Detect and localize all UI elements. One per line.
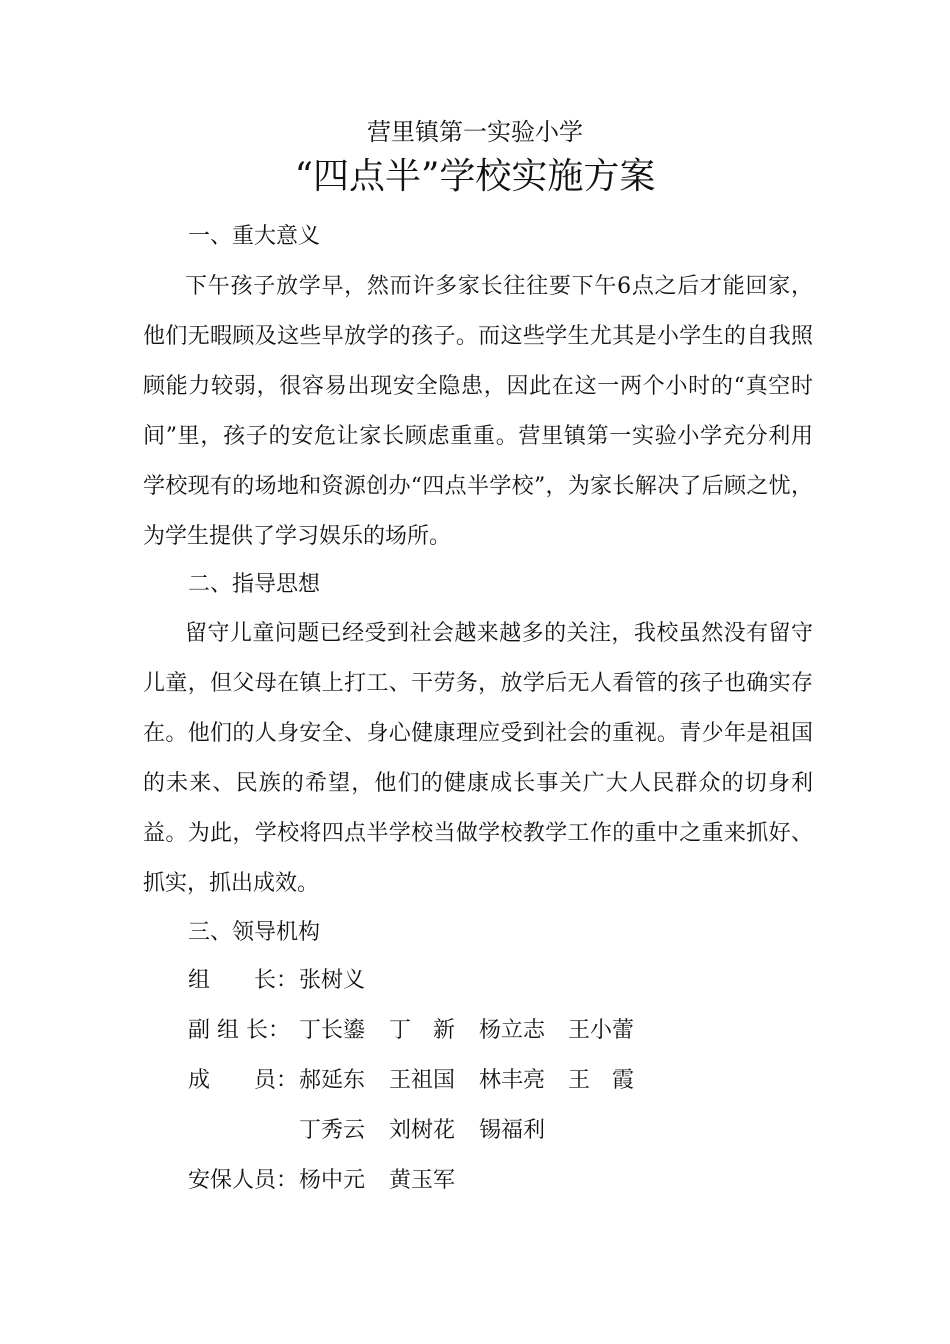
org-name: 林丰亮 (479, 1068, 546, 1093)
section-heading-leadership: 三、领导机构 (188, 920, 321, 945)
org-name: 王 霞 (568, 1068, 635, 1093)
org-label-deputy: 副 组 长： (188, 1018, 290, 1043)
org-name: 杨立志 (479, 1018, 546, 1043)
section-heading-guiding-thought: 二、指导思想 (188, 572, 321, 597)
school-name: 营里镇第一实验小学 (367, 118, 583, 146)
org-name: 王祖国 (389, 1068, 456, 1093)
org-name: 张树义 (299, 968, 366, 993)
section-body-guiding-thought: 留守儿童问题已经受到社会越来越多的关注，我校虽然没有留守儿童，但父母在镇上打工、干劳务，放学后无人看管的孩子也确实存在。他们的人身安全、身心健康理应受到社会的重视。青少年是祖国的未来、民族的希望，他们的健康成长事关广大人民群众的切身利益。为此，学校将四点半学校当做学校教学工作的重中之重来抓好、抓实，抓出成效。 (143, 621, 813, 896)
org-label-security: 安保人员： (188, 1168, 299, 1193)
org-name: 刘树花 (389, 1118, 456, 1143)
section-heading-significance: 一、重大意义 (188, 224, 321, 249)
org-name: 丁 新 (389, 1018, 456, 1043)
org-name: 锡福利 (479, 1118, 546, 1143)
org-name: 杨中元 (299, 1168, 366, 1193)
document-title: “四点半”学校实施方案 (294, 156, 656, 197)
section-body-significance: 下午孩子放学早，然而许多家长往往要下午6点之后才能回家，他们无暇顾及这些早放学的孩子。而这些学生尤其是小学生的自我照顾能力较弱，很容易出现安全隐患，因此在这一两个小时的“真空时间”里，孩子的安危让家长顾虑重重。营里镇第一实验小学充分利用学校现有的场地和资源创办“四点半学校”，为家长解决了后顾之忧，为学生提供了学习娱乐的场所。 (143, 274, 813, 549)
org-name: 丁长鎏 (299, 1018, 366, 1043)
org-label-leader: 组 长： (188, 968, 299, 993)
org-name: 黄玉军 (389, 1168, 456, 1193)
org-name: 丁秀云 (299, 1118, 366, 1143)
org-name: 王小蕾 (568, 1018, 635, 1043)
org-name: 郝延东 (299, 1068, 366, 1093)
org-label-members: 成 员： (188, 1068, 299, 1093)
